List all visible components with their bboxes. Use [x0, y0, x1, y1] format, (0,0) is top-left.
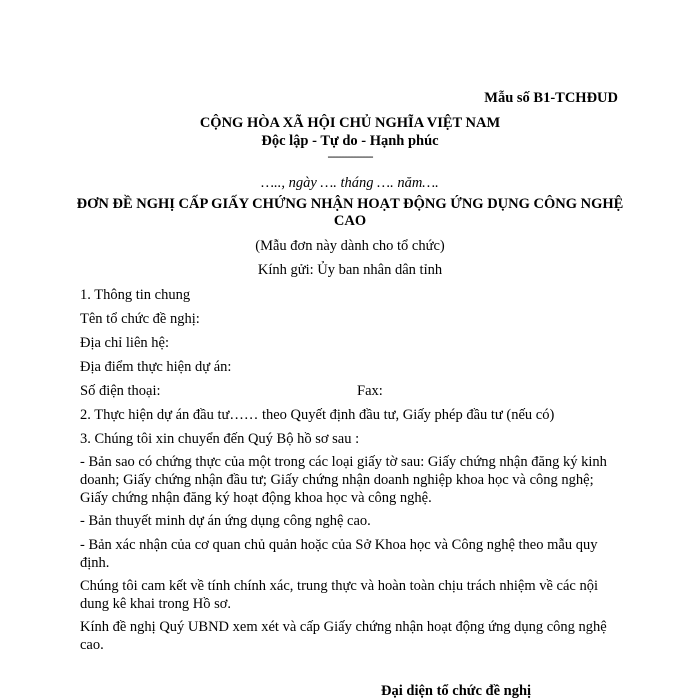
header-separator: ---------------: [327, 149, 373, 163]
national-motto: Độc lập - Tự do - Hạnh phúc: [261, 133, 439, 149]
location-label: Địa điểm thực hiện dự án:: [80, 359, 232, 375]
date-line: ….., ngày …. tháng …. năm….: [261, 175, 439, 191]
document-item-explanation: - Bản thuyết minh dự án ứng dụng công nghệ cao.: [80, 513, 371, 529]
address-label: Địa chỉ liên hệ:: [80, 335, 169, 351]
fax-label: Fax:: [357, 383, 383, 399]
form-code: Mẫu số B1-TCHĐUD: [484, 90, 618, 106]
commitment-paragraph: Chúng tôi cam kết về tính chính xác, trung thực và hoàn toàn chịu trách nhiệm về các nội dung kê khai trong Hồ sơ.: [80, 578, 599, 612]
signer-title: Đại diện tổ chức đề nghị: [381, 683, 532, 699]
section-investment: 2. Thực hiện dự án đầu tư…… theo Quyết định đầu tư, Giấy phép đầu tư (nếu có): [80, 407, 555, 423]
document-title: ĐƠN ĐỀ NGHỊ CẤP GIẤY CHỨNG NHẬN HOẠT ĐỘNG ỨNG DỤNG CÔNG NGHỆ CAO: [76, 196, 624, 229]
document-item-confirmation: - Bản xác nhận của cơ quan chủ quản hoặc của Sở Khoa học và Công nghệ theo mẫu quy định.: [80, 537, 598, 571]
section-documents: 3. Chúng tôi xin chuyển đến Quý Bộ hồ sơ sau :: [80, 431, 360, 447]
phone-label: Số điện thoại:: [80, 383, 161, 399]
national-title: CỘNG HÒA XÃ HỘI CHỦ NGHĨA VIỆT NAM: [199, 115, 501, 131]
recipient-line: Kính gửi: Ủy ban nhân dân tỉnh: [257, 262, 443, 278]
section-general-info: 1. Thông tin chung: [80, 287, 191, 303]
document-item-certificates: - Bản sao có chứng thực của một trong các loại giấy tờ sau: Giấy chứng nhận đăng ký kinh doanh; Giấy chứng nhận đầu tư; Giấy chứng nhận doanh nghiệp khoa học và công nghệ; Giấy chứng nhận đăng ký hoạt động khoa học và công nghệ.: [80, 454, 607, 506]
form-note: (Mẫu đơn này dành cho tổ chức): [255, 238, 445, 254]
org-name-label: Tên tổ chức đề nghị:: [80, 311, 200, 327]
request-paragraph: Kính đề nghị Quý UBND xem xét và cấp Giấy chứng nhận hoạt động ứng dụng công nghệ cao.: [80, 619, 607, 653]
